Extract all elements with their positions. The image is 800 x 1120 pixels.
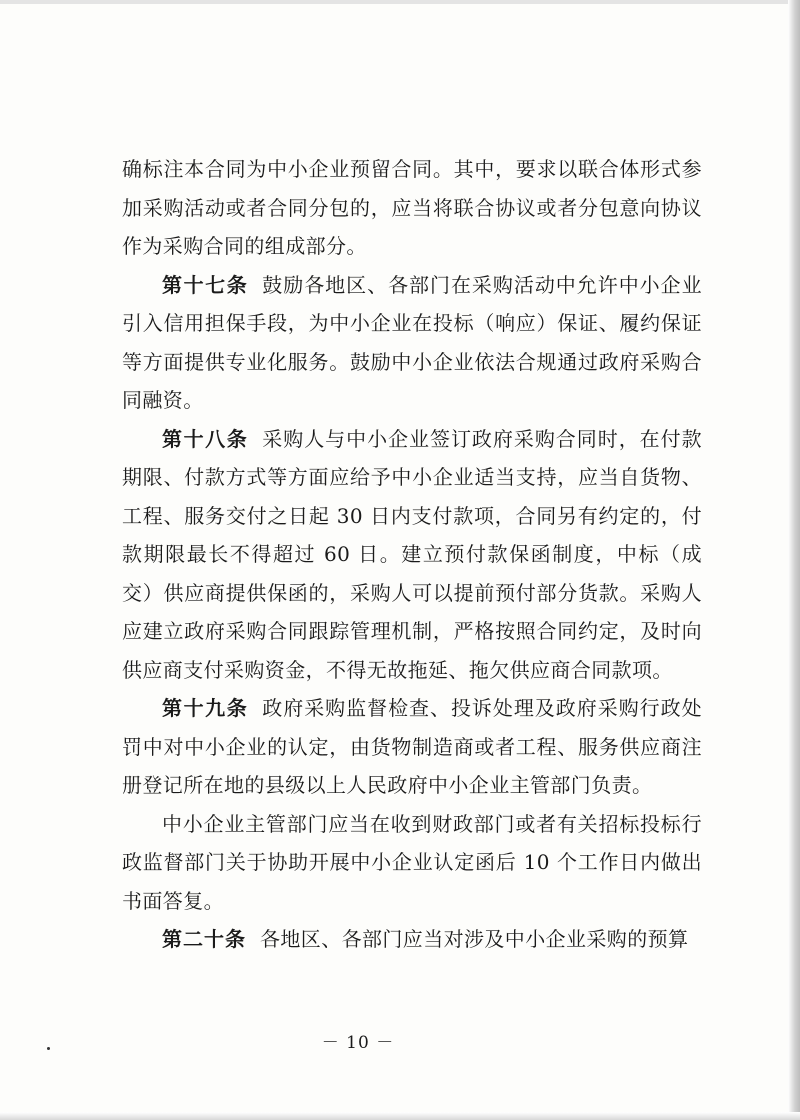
- article-number: 第十八条: [162, 426, 249, 451]
- article-number: 第二十条: [162, 927, 246, 951]
- paragraph-text: 政府采购监督检查、投诉处理及政府采购行政处罚中对中小企业的认定，由货物制造商或者工程、服务供应商注册登记所在地的县级以上人民政府中小企业主管部门负责。: [122, 696, 702, 797]
- article-19-second-paragraph: [122, 805, 702, 921]
- article-number: 第十九条: [162, 696, 249, 720]
- article-18: [122, 420, 702, 690]
- paragraph-continuation: [122, 150, 702, 266]
- scan-edge-bottom: [0, 1112, 800, 1120]
- article-number: 第十七条: [162, 272, 249, 297]
- article-17: [122, 266, 702, 420]
- scan-edge-right: [788, 0, 800, 1120]
- paragraph-text: 各地区、各部门应当对涉及中小企业采购的预算: [260, 927, 689, 951]
- paragraph-text: 确标注本合同为中小企业预留合同。其中，要求以联合体形式参加采购活动或者合同分包的，应当将联合协议或者分包意向协议作为采购合同的组成部分。: [122, 157, 702, 258]
- article-19: [122, 689, 702, 805]
- page-number: － 10 －: [321, 1033, 395, 1053]
- scan-speck: [47, 1047, 50, 1050]
- paragraph-text: 采购人与中小企业签订政府采购合同时，在付款期限、付款方式等方面应给予中小企业适当支持，应当自货物、工程、服务交付之日起 30 日内支付款项，合同另有约定的，付款期限最长不得超过 60 日。建立预付款保函制度，中标（成交）供应商提供保函的，采购人可以提前预付部分货款。采购人应建立政府采购合同跟踪管理机制，严格按照合同约定，及时向供应商支付采购资金，不得无故拖延、拖欠供应商合同款项。: [122, 426, 702, 682]
- paragraph-text: 中小企业主管部门应当在收到财政部门或者有关招标投标行政监督部门关于协助开展中小企业认定函后 10 个工作日内做出书面答复。: [122, 811, 702, 913]
- article-20: [122, 920, 702, 959]
- paragraph-text: 鼓励各地区、各部门在采购活动中允许中小企业引入信用担保手段，为中小企业在投标（响应）保证、履约保证等方面提供专业化服务。鼓励中小企业依法合规通过政府采购合同融资。: [122, 272, 702, 412]
- body-text: [122, 150, 702, 959]
- scan-edge-top: [0, 0, 800, 4]
